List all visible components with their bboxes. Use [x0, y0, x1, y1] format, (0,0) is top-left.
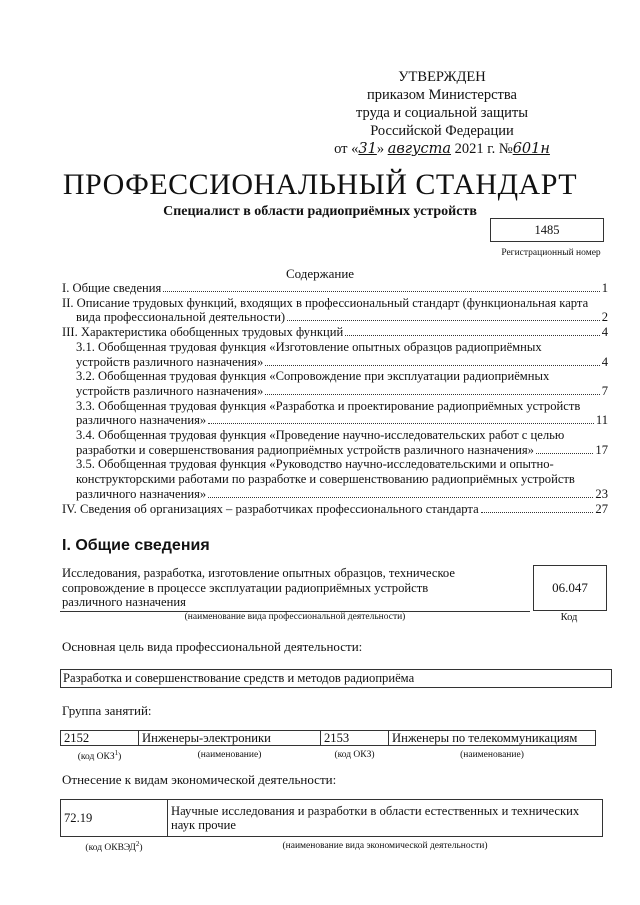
approval-line-2: труда и социальной защиты	[356, 105, 528, 121]
okz-name-caption: (наименование)	[460, 750, 524, 761]
occupation-group-table	[60, 730, 596, 764]
okved-code: 72.19	[61, 800, 168, 837]
toc-item-label: IV. Сведения об организациях – разработчиках профессионального стандарта	[62, 501, 479, 516]
okved-label: Отнесение к видам экономической деятельности:	[62, 772, 337, 787]
toc-item[interactable]	[62, 281, 608, 296]
toc-item-page: 4	[601, 325, 608, 340]
toc-item-label: 3.2. Обобщенная трудовая функция «Сопровождение при эксплуатации радиоприёмных	[76, 369, 550, 384]
toc-item-page: 17	[595, 442, 608, 457]
approval-line-3: Российской Федерации	[370, 123, 514, 139]
okz-code-caption: (код ОКЗ)	[334, 750, 375, 761]
toc-item[interactable]	[62, 502, 608, 517]
registration-caption: Регистрационный номер	[501, 248, 601, 258]
date-month: августа	[387, 141, 452, 157]
approval-block	[322, 68, 562, 158]
activity-caption: (наименование вида профессиональной деятельности)	[184, 612, 406, 622]
toc-item-label: I. Общие сведения	[62, 281, 162, 295]
toc-item[interactable]	[62, 369, 608, 398]
table-caption-row	[61, 746, 596, 765]
code-caption: Код	[560, 612, 578, 623]
toc-item-label-cont: устройств различного назначения»	[76, 383, 264, 398]
toc-item-page: 1	[601, 281, 608, 295]
toc-item-page: 11	[595, 413, 608, 428]
table-row	[61, 731, 596, 746]
toc-item[interactable]	[62, 428, 608, 457]
toc-item-label: 3.4. Обобщенная трудовая функция «Проведение научно-исследовательских работ с целью	[76, 428, 565, 443]
toc-item[interactable]	[62, 325, 608, 340]
activity-code: 06.047	[533, 565, 607, 611]
toc-item-label-mid: конструкторскими работами по разработке и совершенствованию радиоприёмных устройств	[76, 472, 575, 487]
toc-item-label: 3.5. Обобщенная трудовая функция «Руководство научно-исследовательскими и опытно-	[76, 457, 554, 472]
toc-item-label-cont: разработки и совершенствования радиоприёмных устройств различного назначения»	[76, 442, 534, 457]
toc-item-label: II. Описание трудовых функций, входящих в профессиональный стандарт (функциональная карта	[62, 295, 589, 310]
goal-value: Разработка и совершенствование средств и методов радиоприёма	[60, 669, 612, 688]
section-heading: I. Общие сведения	[62, 537, 210, 554]
toc-item[interactable]	[62, 457, 608, 501]
document-title: ПРОФЕССИОНАЛЬНЫЙ СТАНДАРТ	[62, 168, 578, 201]
occupation-group-label: Группа занятий:	[62, 703, 152, 718]
registration-number: 1485	[490, 218, 604, 242]
activity-name: Исследования, разработка, изготовление опытных образцов, техническое сопровождение в процессе эксплуатации радиоприёмных устройств различного назначения	[62, 566, 455, 609]
toc-item-page: 7	[601, 383, 608, 398]
toc-heading: Содержание	[285, 266, 355, 281]
toc-item-label: 3.1. Обобщенная трудовая функция «Изготовление опытных образцов радиоприёмных	[76, 339, 542, 354]
date-prefix: от «	[334, 141, 359, 157]
toc-item-label-cont: различного назначения»	[76, 486, 207, 501]
date-year: 2021 г. №	[454, 141, 513, 157]
toc-item[interactable]	[62, 296, 608, 325]
table-of-contents	[62, 281, 608, 516]
toc-item-page: 27	[595, 501, 608, 516]
okz-code: 2152	[61, 731, 139, 746]
okz-code: 2153	[321, 731, 389, 746]
table-caption-row	[61, 837, 603, 856]
toc-item-label-cont: вида профессиональной деятельности)	[76, 310, 286, 325]
order-number: 601н	[512, 141, 550, 157]
toc-item[interactable]	[62, 340, 608, 369]
toc-item-label: 3.3. Обобщенная трудовая функция «Разработка и проектирование радиоприёмных устройств	[76, 398, 581, 413]
date-mid: »	[376, 141, 385, 157]
okved-name: Научные исследования и разработки в области естественных и технических наук прочие	[168, 800, 603, 837]
approval-line-1: приказом Министерства	[367, 87, 517, 103]
toc-item-page: 4	[601, 354, 608, 369]
okved-code-caption: (код ОКВЭД$^2$)	[85, 840, 143, 854]
goal-label: Основная цель вида профессиональной деятельности:	[62, 639, 363, 654]
toc-item-page: 2	[601, 310, 608, 325]
okved-table	[60, 799, 603, 856]
approval-title: УТВЕРЖДЕН	[398, 69, 486, 85]
okz-name-caption: (наименование)	[197, 750, 262, 761]
table-row	[61, 800, 603, 837]
okz-code-caption: (код ОКЗ$^1$)	[77, 749, 122, 763]
okz-name: Инженеры-электроники	[139, 731, 321, 746]
okz-name: Инженеры по телекоммуникациям	[389, 731, 596, 746]
toc-item-label: III. Характеристика обобщенных трудовых функций	[62, 325, 344, 340]
approval-date	[322, 140, 562, 158]
okved-name-caption: (наименование вида экономической деятельности)	[282, 841, 488, 852]
toc-item-label-cont: устройств различного назначения»	[76, 354, 264, 369]
document-subtitle: Специалист в области радиоприёмных устройств	[163, 204, 477, 219]
toc-item[interactable]	[62, 399, 608, 428]
date-day: 31	[358, 141, 377, 157]
toc-item-page: 23	[595, 486, 608, 501]
toc-item-label-cont: различного назначения»	[76, 413, 207, 428]
